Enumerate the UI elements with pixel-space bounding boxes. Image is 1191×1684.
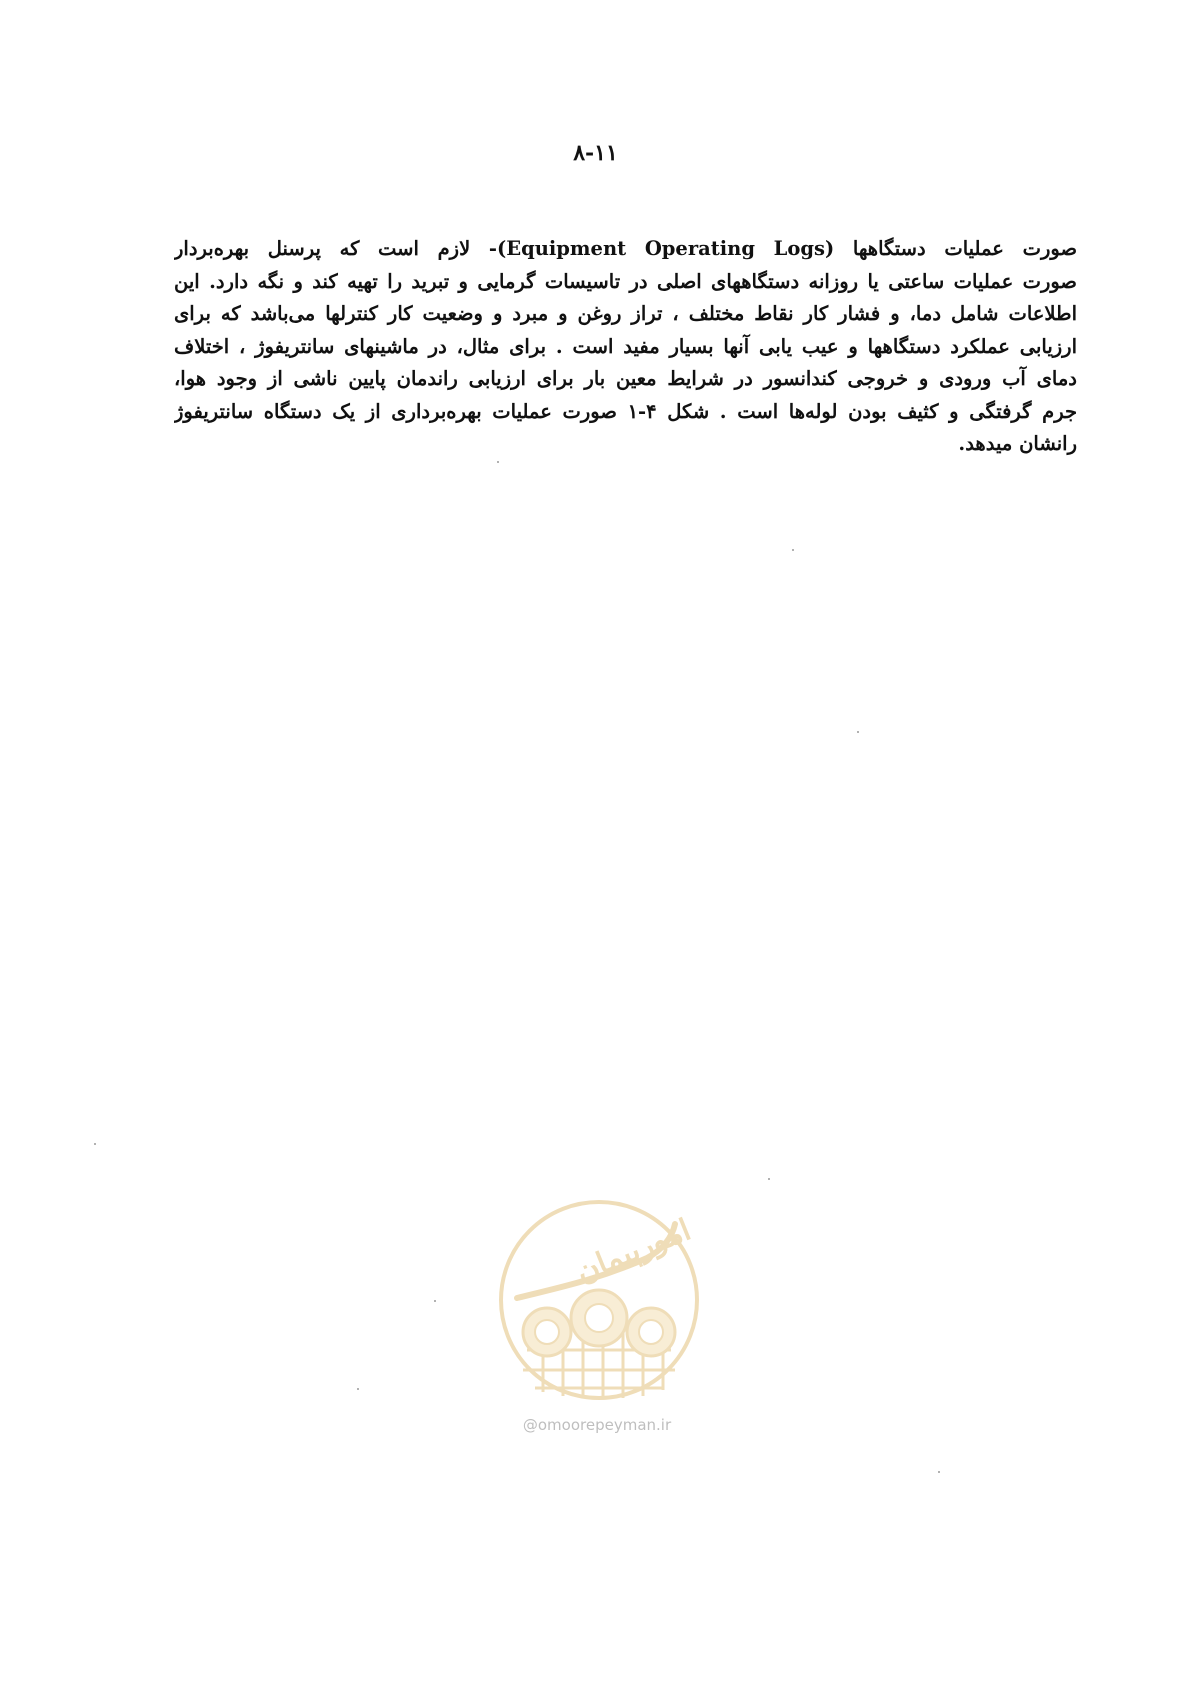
scan-speck [792, 549, 794, 551]
watermark-logo-text: امورپیمان [571, 1212, 696, 1290]
watermark-seal-icon [487, 1180, 707, 1410]
scan-speck [434, 1300, 436, 1302]
body-paragraph [174, 233, 1077, 461]
paragraph-line: صورت عملیات ساعتی یا روزانه دستگاههای اصلی در تاسیسات گرمایی و تبرید را تهیه کند و نگه دارد. این [174, 269, 1077, 293]
paragraph-line: اطلاعات شامل دما، و فشار کار نقاط مختلف ، تراز روغن و مبرد و وضعیت کار کنترلها می‌باشد که برای [174, 302, 1077, 325]
page-number: ۸-۱۱ [573, 140, 618, 166]
paragraph-line: ارزیابی عملکرد دستگاهها و عیب یابی آنها بسیار مفید است . برای مثال، در ماشینهای سانتریفوژ ، اختلاف [174, 334, 1077, 358]
scan-speck [497, 461, 499, 463]
scan-speck [768, 1178, 770, 1180]
paragraph-line: صورت عملیات دستگاهها (Equipment Operating Logs)- لازم است که پرسنل بهره‌بردار [174, 237, 1077, 260]
paragraph-line: جرم گرفتگی و کثیف بودن لوله‌ها است . شکل ۴-۱ صورت عملیات بهره‌برداری از یک دستگاه سانتریفوژ [174, 399, 1077, 423]
paragraph-line: دمای آب ورودی و خروجی کندانسور در شرایط معین بار برای ارزیابی راندمان پایین ناشی از وجود هوا، [174, 367, 1077, 390]
paragraph-line: رانشان میدهد. [958, 432, 1077, 455]
scan-speck [94, 1143, 96, 1145]
scan-speck [857, 731, 859, 733]
scan-speck [938, 1471, 940, 1473]
watermark-url: @omoorepeyman.ir [522, 1416, 672, 1434]
watermark-logo [487, 1180, 707, 1440]
scan-speck [357, 1388, 359, 1390]
